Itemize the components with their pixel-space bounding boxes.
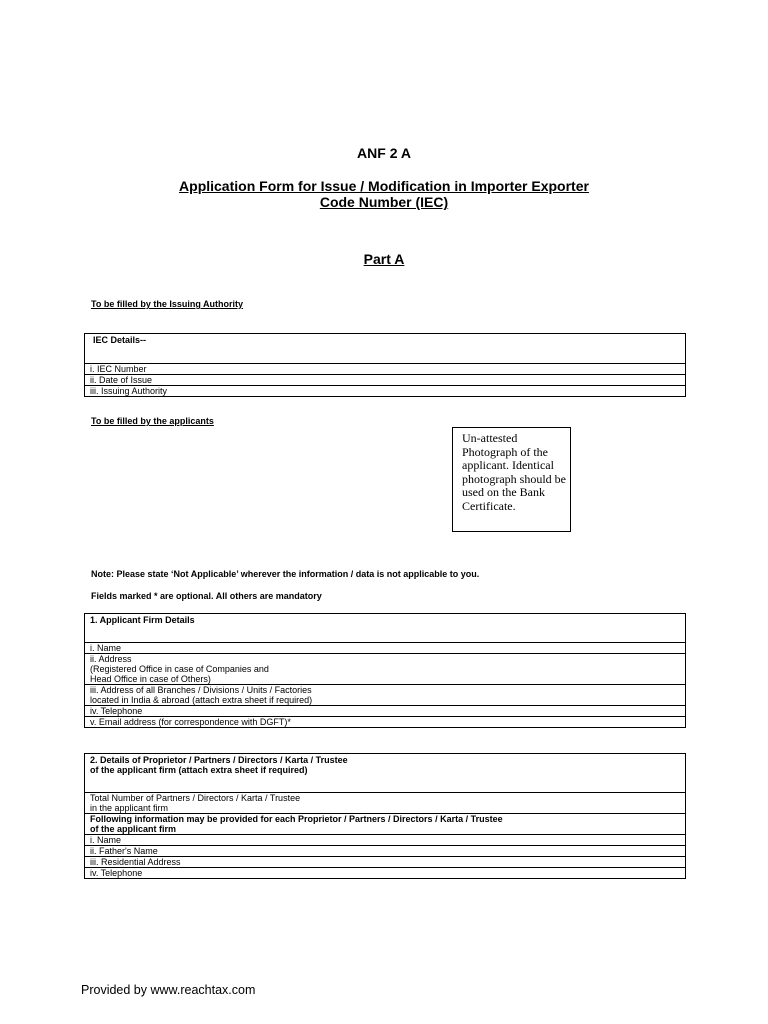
proprietor-heading-line2: of the applicant firm (attach extra sheet if required) <box>90 765 308 775</box>
per-person-info-row <box>85 814 686 835</box>
person-name-row[interactable]: i. Name <box>85 835 686 846</box>
branches-address-label: iii. Address of all Branches / Divisions / Units / Factories <box>90 685 312 695</box>
per-person-info-line1: Following information may be provided for each Proprietor / Partners / Directors / Karta / Trustee <box>90 814 503 824</box>
photo-box[interactable] <box>452 427 571 532</box>
iec-number-row[interactable]: i. IEC Number <box>85 364 686 375</box>
photo-instructions: Un-attested Photograph of the applicant. Identical photograph should be used on the Bank Certificate. <box>462 431 566 513</box>
total-partners-note: in the applicant firm <box>90 803 169 813</box>
proprietor-details-table <box>84 753 686 879</box>
firm-name-row[interactable]: i. Name <box>85 643 686 654</box>
part-heading: Part A <box>363 251 405 267</box>
iec-details-table <box>84 333 686 397</box>
firm-address-note2: Head Office in case of Others) <box>90 674 211 684</box>
issuing-authority-label: To be filled by the Issuing Authority <box>91 299 244 309</box>
iec-details-heading: IEC Details-- <box>85 334 686 364</box>
firm-address-row[interactable] <box>85 654 686 685</box>
note-not-applicable: Note: Please state ‘Not Applicable’ wherever the information / data is not applicable to you. <box>91 569 480 579</box>
branches-address-row[interactable] <box>85 685 686 706</box>
date-of-issue-row[interactable]: ii. Date of Issue <box>85 375 686 386</box>
proprietor-details-heading <box>85 754 686 793</box>
firm-address-label: ii. Address <box>90 654 132 664</box>
firm-address-note1: (Registered Office in case of Companies and <box>90 664 269 674</box>
total-partners-label: Total Number of Partners / Directors / Karta / Trustee <box>90 793 301 803</box>
form-title <box>0 178 768 210</box>
applicants-label: To be filled by the applicants <box>91 416 214 426</box>
form-title-line2: Code Number (IEC) <box>319 194 449 210</box>
form-code: ANF 2 A <box>357 145 411 161</box>
firm-details-heading: 1. Applicant Firm Details <box>85 614 686 643</box>
issuing-authority-row[interactable]: iii. Issuing Authority <box>85 386 686 397</box>
firm-email-row[interactable]: v. Email address (for correspondence with DGFT)* <box>85 717 686 728</box>
father-name-row[interactable]: ii. Father's Name <box>85 846 686 857</box>
footer-credit: Provided by www.reachtax.com <box>81 983 256 997</box>
firm-details-table <box>84 613 686 728</box>
proprietor-heading-line1: 2. Details of Proprietor / Partners / Directors / Karta / Trustee <box>90 755 348 765</box>
form-title-line1: Application Form for Issue / Modification in Importer Exporter <box>179 178 589 194</box>
total-partners-row[interactable] <box>85 793 686 814</box>
per-person-info-line2: of the applicant firm <box>90 824 177 834</box>
branches-address-note: located in India & abroad (attach extra sheet if required) <box>90 695 313 705</box>
note-optional-fields: Fields marked * are optional. All others are mandatory <box>91 591 322 601</box>
residential-address-row[interactable]: iii. Residential Address <box>85 857 686 868</box>
firm-telephone-row[interactable]: iv. Telephone <box>85 706 686 717</box>
person-telephone-row[interactable]: iv. Telephone <box>85 868 686 879</box>
